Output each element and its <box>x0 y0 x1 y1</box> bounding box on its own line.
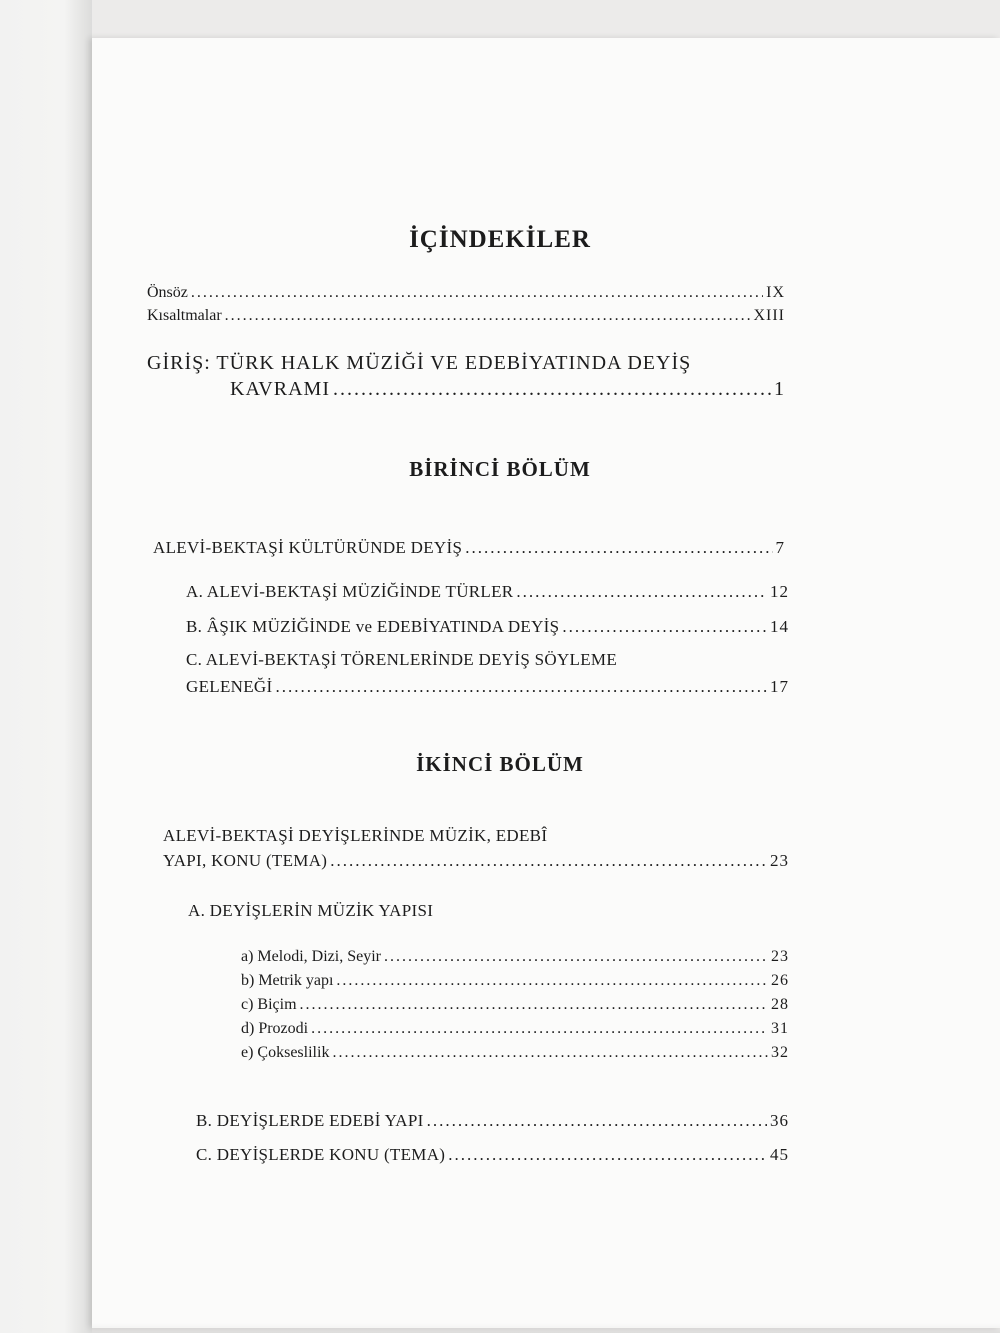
toc-entry-part2-a4[interactable] <box>241 1020 789 1038</box>
toc-entry-page: 36 <box>770 1111 789 1130</box>
toc-entry-label: d) Prozodi <box>241 1020 309 1037</box>
toc-entry-label: B. ÂŞIK MÜZİĞİNDE ve EDEBİYATINDA DEYİŞ <box>186 617 560 636</box>
toc-entry-label: YAPI, KONU (TEMA) <box>163 851 328 870</box>
toc-entry-part2-c[interactable] <box>196 1145 789 1165</box>
toc-entry-part1-b[interactable] <box>186 617 789 637</box>
toc-entry-page: 26 <box>771 972 789 989</box>
toc-entry-label: KAVRAMI <box>230 378 330 400</box>
toc-part1-c-line1[interactable]: C. ALEVİ-BEKTAŞİ TÖRENLERİNDE DEYİŞ SÖYLEME <box>186 650 618 669</box>
toc-part2-chapter-line1[interactable]: ALEVİ-BEKTAŞİ DEYİŞLERİNDE MÜZİK, EDEBÎ <box>163 826 548 845</box>
dot-leader <box>336 972 768 990</box>
dot-leader <box>191 284 763 302</box>
toc-entry-part2-b[interactable] <box>196 1111 789 1131</box>
toc-entry-label: c) Biçim <box>241 996 297 1013</box>
toc-entry-label: a) Melodi, Dizi, Seyir <box>241 948 381 965</box>
toc-entry-label: B. DEYİŞLERDE EDEBİ YAPI <box>196 1111 424 1130</box>
toc-entry-page: 23 <box>771 948 789 965</box>
toc-entry-part2-a5[interactable] <box>241 1044 789 1062</box>
toc-entry-page: 45 <box>770 1145 789 1164</box>
part1-title: BİRİNCİ BÖLÜM <box>409 457 591 481</box>
dot-leader <box>333 378 771 401</box>
toc-entry-part2-a2[interactable] <box>241 972 789 990</box>
toc-entry-part2-a3[interactable] <box>241 996 789 1014</box>
dot-leader <box>225 307 751 325</box>
toc-entry-onsoz[interactable] <box>147 284 785 302</box>
toc-entry-kisaltmalar[interactable] <box>147 307 785 325</box>
toc-entry-part2-chapter[interactable] <box>163 851 789 871</box>
dot-leader <box>311 1020 768 1038</box>
toc-entry-label: Kısaltmalar <box>147 307 222 324</box>
dot-leader <box>562 617 767 637</box>
toc-intro-line1[interactable]: GİRİŞ: TÜRK HALK MÜZİĞİ VE EDEBİYATINDA DEYİŞ <box>147 352 692 374</box>
toc-entry-label: C. DEYİŞLERDE KONU (TEMA) <box>196 1145 446 1164</box>
toc-entry-page: 12 <box>770 582 789 601</box>
toc-entry-label: e) Çokseslilik <box>241 1044 330 1061</box>
toc-part2-section-a[interactable]: A. DEYİŞLERİN MÜZİK YAPISI <box>188 901 434 920</box>
dot-leader <box>275 677 767 697</box>
toc-entry-label: A. ALEVİ-BEKTAŞİ MÜZİĞİNDE TÜRLER <box>186 582 514 601</box>
toc-entry-page: 14 <box>770 617 789 636</box>
toc-entry-page: 31 <box>771 1020 789 1037</box>
toc-entry-page: 23 <box>770 851 789 870</box>
toc-entry-label: b) Metrik yapı <box>241 972 334 989</box>
toc-entry-page: XIII <box>753 307 785 324</box>
toc-title: İÇİNDEKİLER <box>409 226 591 253</box>
toc-entry-page: IX <box>766 284 785 301</box>
dot-leader <box>384 948 768 966</box>
toc-entry-part1-c[interactable] <box>186 677 789 697</box>
toc-entry-label: GELENEĞİ <box>186 677 273 696</box>
part2-title: İKİNCİ BÖLÜM <box>416 752 584 776</box>
toc-entry-part1-a[interactable] <box>186 582 789 602</box>
toc-entry-part1-chapter[interactable] <box>153 538 785 558</box>
dot-leader <box>427 1111 767 1131</box>
toc-entry-intro[interactable] <box>230 378 785 401</box>
dot-leader <box>448 1145 767 1165</box>
toc-entry-page: 32 <box>771 1044 789 1061</box>
toc-entry-label: ALEVİ-BEKTAŞİ KÜLTÜRÜNDE DEYİŞ <box>153 538 463 557</box>
toc-entry-label: Önsöz <box>147 284 188 301</box>
toc-entry-part2-a1[interactable] <box>241 948 789 966</box>
dot-leader <box>465 538 772 558</box>
facing-page-edge <box>0 0 92 1333</box>
dot-leader <box>330 851 767 871</box>
dot-leader <box>300 996 768 1014</box>
page-shadow <box>92 1323 1000 1333</box>
dot-leader <box>516 582 767 602</box>
toc-entry-page: 7 <box>775 538 785 557</box>
toc-entry-page: 1 <box>774 378 785 400</box>
toc-entry-page: 28 <box>771 996 789 1013</box>
toc-entry-page: 17 <box>770 677 789 696</box>
dot-leader <box>332 1044 768 1062</box>
